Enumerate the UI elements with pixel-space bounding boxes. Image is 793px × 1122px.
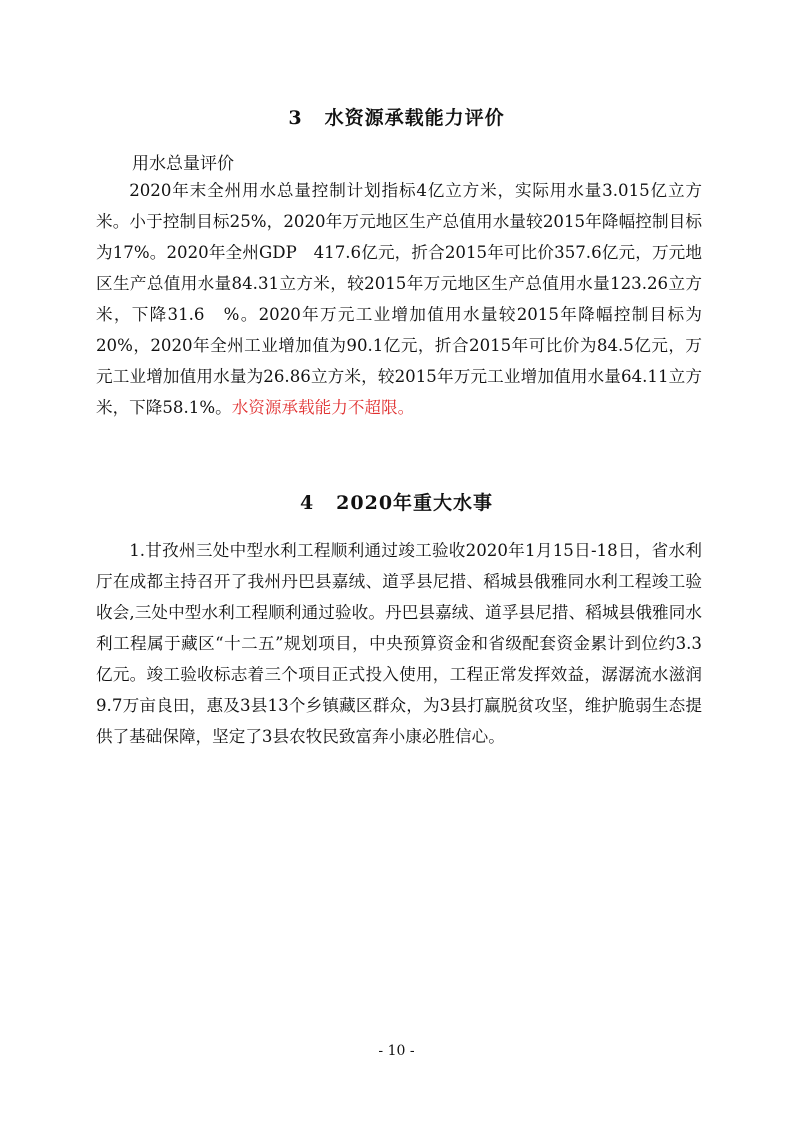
section-4-paragraph xyxy=(96,535,702,752)
section-3-paragraph xyxy=(96,175,702,423)
section-4-body-text: 1.甘孜州三处中型水利工程顺利通过竣工验收2020年1月15日-18日，省水利厅在成都主持召开了我州丹巴县嘉绒、道孚县尼措、稻城县俄雅同水利工程竣工验收会,三处中型水利工程顺利通过验收。丹巴县嘉绒、道孚县尼措、稻城县俄雅同水利工程属于藏区“十二五”规划项目，中央预算资金和省级配套资金累计到位约3.3亿元。竣工验收标志着三个项目正式投入使用，工程正常发挥效益，潺潺流水滋润9.7万亩良田，惠及3县13个乡镇藏区群众，为3县打赢脱贫攻坚，维护脆弱生态提供了基础保障，坚定了3县农牧民致富奔小康必胜信心。 xyxy=(96,541,702,746)
page-number: - 10 - xyxy=(378,1043,415,1059)
section-4-title: 2020年重大水事 xyxy=(336,492,494,514)
conclusion-text: 水资源承载能力不超限。 xyxy=(231,398,415,417)
section-3-heading xyxy=(0,103,793,130)
subheading-water-total: 用水总量评价 xyxy=(132,154,234,174)
section-3-body-text: 2020年末全州用水总量控制计划指标4亿立方米，实际用水量3.015亿立方米。小于控制目标25%，2020年万元地区生产总值用水量较2015年降幅控制目标为17%。2020年全州GDP 417.6亿元，折合2015年可比价357.6亿元，万元地区生产总值用水量84.31立方米，较2015年万元地区生产总值用水量123.26立方米，下降31.6 %。2020年万元工业增加值用水量较2015年降幅控制目标为20%，2020年全州工业增加值为90.1亿元，折合2015年可比价为84.5亿元，万元工业增加值用水量为26.86立方米，较2015年万元工业增加值用水量64.11立方米，下降58.1%。 xyxy=(96,181,702,417)
section-3-title: 水资源承载能力评价 xyxy=(324,107,505,129)
section-3-number: 3 xyxy=(288,107,303,129)
section-4-number: 4 xyxy=(299,492,315,514)
section-4-heading xyxy=(0,488,793,515)
